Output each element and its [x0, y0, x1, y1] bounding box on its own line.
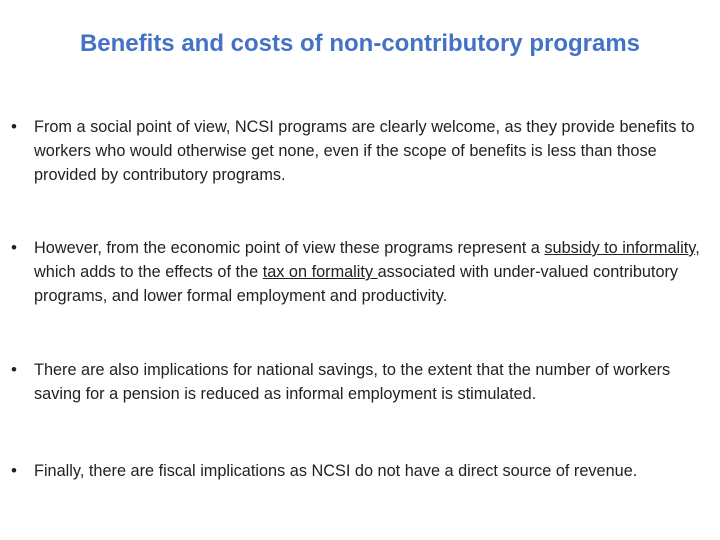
- bullet-text-segment: associated with under-valued contributory programs, and lower formal employment and productivity.: [34, 263, 679, 305]
- bullet-text-segment: However, from the economic point of view these programs represent a: [34, 239, 545, 257]
- bullet-dot: •: [11, 461, 17, 480]
- underlined-term-subsidy: subsidy to informality: [544, 239, 696, 257]
- slide-title: Benefits and costs of non-contributory programs: [79, 30, 641, 57]
- bullet-text: From a social point of view, NCSI programs are clearly welcome, as they provide benefits to workers who would otherwise get none, even if the scope of benefits is less than those provided by contributory programs.: [34, 118, 695, 184]
- bullet-dot: •: [11, 117, 17, 136]
- bullet-text: Finally, there are fiscal implications as NCSI do not have a direct source of revenue.: [34, 462, 638, 480]
- underlined-term-tax: tax on formality: [262, 263, 378, 281]
- bullet-text-segment: , which adds to the effects of the: [34, 239, 700, 281]
- bullet-text: [34, 236, 710, 308]
- bullet-text: There are also implications for national savings, to the extent that the number of workers saving for a pension is reduced as informal employment is stimulated.: [34, 361, 671, 403]
- bullet-dot: •: [11, 238, 17, 257]
- bullet-dot: •: [11, 360, 17, 379]
